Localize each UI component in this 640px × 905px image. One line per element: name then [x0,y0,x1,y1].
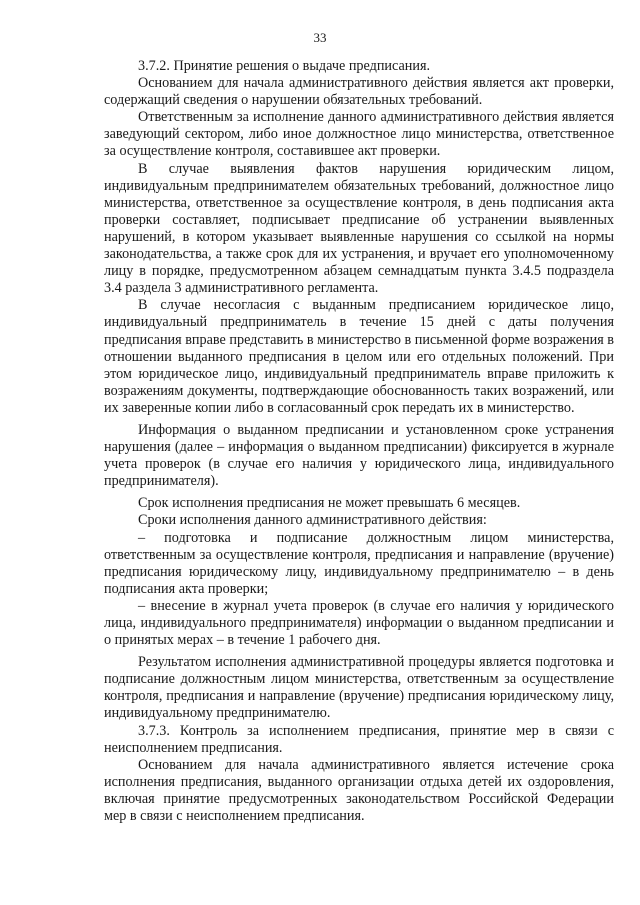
paragraph: Информация о выданном предписании и установленном сроке устранения нарушения (далее – информация о выданном предписании) фиксируется в журнале учета проверок (в случае его наличия у юридического лица, индивидуального предпринимателя). [104,421,614,490]
paragraph: Сроки исполнения данного административного действия: [138,512,487,529]
paragraph: В случае выявления фактов нарушения юридическим лицом, индивидуальным предпринимателем обязательных требований, должностное лицо министерства, ответственное за осуществление контроля, в день подписания акта проверки составляет, подписывает предписание об устранении выявленных нарушений, в котором указывает выявленные нарушения со ссылкой на нормы законодательства, а также срок для их устранения, и вручает его уполномоченному лицу в порядке, предусмотренном абзацем семнадцатым пункта 3.4.5 подраздела 3.4 раздела 3 административного регламента. [104,160,614,297]
document-body [104,58,614,825]
paragraph: Результатом исполнения административной процедуры является подготовка и подписание должностным лицом министерства, ответственным за осуществление контроля, предписания и направление (вручение) предписания юридическому лицу, индивидуальному предпринимателю. [104,654,614,722]
paragraph: В случае несогласия с выданным предписанием юридическое лицо, индивидуальный предприниматель в течение 15 дней с даты получения предписания вправе представить в министерство в письменной форме возражения в отношении выданного предписания в целом или его отдельных положений. При этом юридическое лицо, индивидуальный предприниматель вправе приложить к возражениям документы, подтверждающие обоснованность таких возражений, или их заверенные копии либо в согласованный срок передать их в министерство. [104,297,614,416]
paragraph: Основанием для начала административного является истечение срока исполнения предписания, выданного организации отдыха детей их оздоровления, включая принятие предусмотренных законодательством Российской Федерации мер в связи с неисполнением предписания. [104,756,614,825]
page-number: 33 [313,30,327,45]
paragraph-heading-3-7-2: 3.7.2. Принятие решения о выдаче предписания. [138,58,431,74]
paragraph: Ответственным за исполнение данного административного действия является заведующий сектором, либо иное должностное лицо министерства, ответственное за осуществление контроля, составившее акт проверки. [104,109,614,160]
paragraph-heading-3-7-3: 3.7.3. Контроль за исполнением предписания, принятие мер в связи с неисполнением предписания. [104,722,614,756]
paragraph: Основанием для начала административного действия является акт проверки, содержащий сведения о нарушении обязательных требований. [104,75,614,109]
list-item: – внесение в журнал учета проверок (в случае его наличия у юридического лица, индивидуального предпринимателя) информации о выданном предписании и о принятых мерах – в течение 1 рабочего дня. [104,597,614,649]
paragraph: Срок исполнения предписания не может превышать 6 месяцев. [138,495,521,512]
list-item: – подготовка и подписание должностным лицом министерства, ответственным за осуществление контроля, предписания и направление (вручение) предписания юридическому лицу, индивидуальному предпринимателю – в день подписания акта проверки; [104,529,614,597]
